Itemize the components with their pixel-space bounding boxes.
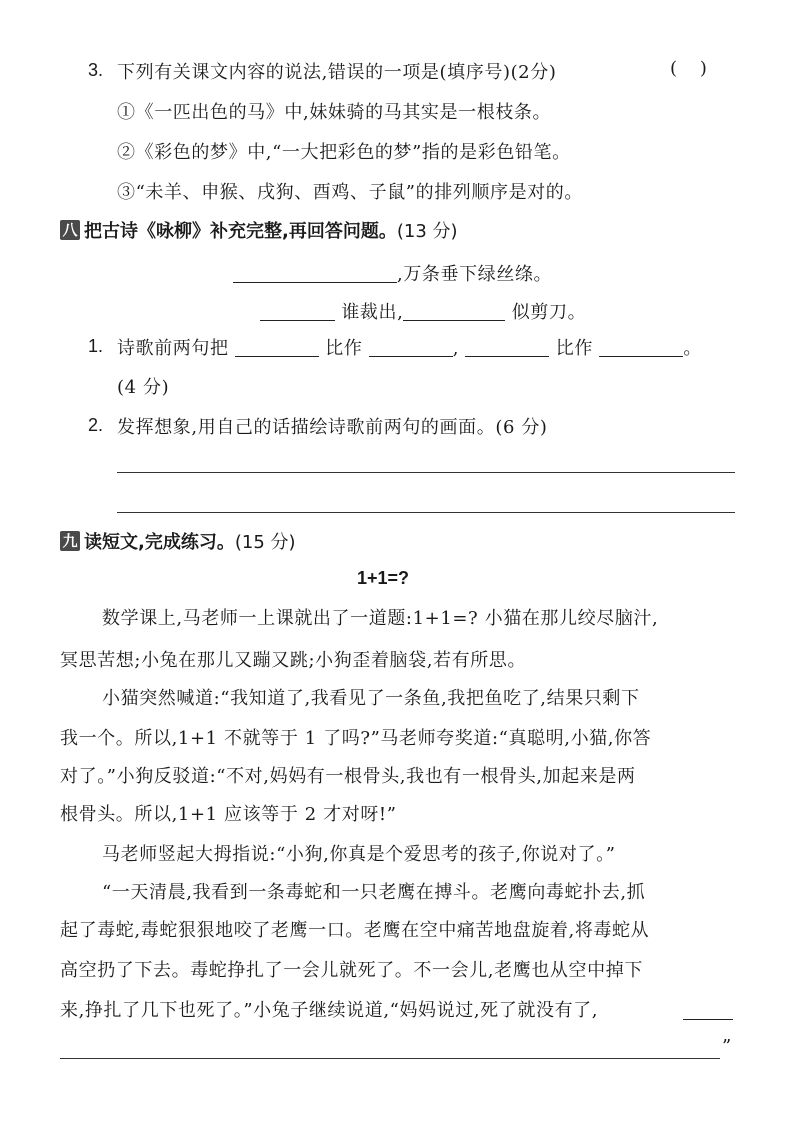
s8-q1-line bbox=[117, 334, 702, 360]
s8-q1-text-b: 比作 bbox=[325, 338, 363, 359]
s8-q1-text-d: 比作 bbox=[555, 338, 593, 359]
passage-line-9: 起了毒蛇,毒蛇狠狠地咬了老鹰一口。老鹰在空中痛苦地盘旋着,将毒蛇从 bbox=[60, 920, 650, 941]
q3-number: 3. bbox=[88, 60, 104, 80]
s8-q2-text: 发挥想象,用自己的话描绘诗歌前两句的画面。(6 分) bbox=[117, 417, 548, 438]
section-8-badge: 八 bbox=[60, 220, 80, 240]
passage-title: 1+1=? bbox=[357, 568, 410, 588]
s8-q1-text-e: 。 bbox=[683, 338, 702, 359]
s8-q2-number: 2. bbox=[88, 415, 104, 435]
s8-q1-text-c: , bbox=[452, 338, 460, 359]
section-9-badge: 九 bbox=[60, 531, 80, 551]
poem-line-1 bbox=[233, 260, 552, 286]
passage-line-5: 对了。”小狗反驳道:“不对,妈妈有一根骨头,我也有一根骨头,加起来是两 bbox=[60, 766, 636, 787]
s8-q1-number: 1. bbox=[88, 336, 104, 356]
s8-q1-score: (4 分) bbox=[117, 377, 170, 398]
s8-q2-answer-line-2[interactable] bbox=[117, 512, 735, 513]
passage-line-4: 我一个。所以,1+1 不就等于 1 了吗?”马老师夸奖道:“真聪明,小猫,你答 bbox=[60, 728, 652, 749]
poem-blank-3[interactable] bbox=[403, 319, 505, 321]
passage-closing-quote: ” bbox=[722, 1036, 732, 1057]
section-9-heading-row bbox=[60, 528, 296, 554]
s8-q1-text-a: 诗歌前两句把 bbox=[117, 338, 229, 359]
passage-answer-line[interactable] bbox=[60, 1058, 720, 1059]
s8-q1-blank-1[interactable] bbox=[235, 355, 319, 357]
q3-option-3: ③“未羊、申猴、戌狗、酉鸡、子鼠”的排列顺序是对的。 bbox=[117, 182, 584, 203]
q3-stem: 下列有关课文内容的说法,错误的一项是(填序号)(2分) bbox=[117, 62, 557, 83]
s8-q2-answer-line-1[interactable] bbox=[117, 472, 735, 473]
poem-blank-2[interactable] bbox=[260, 319, 335, 321]
passage-line-10: 高空扔了下去。毒蛇挣扎了一会儿就死了。不一会儿,老鹰也从空中掉下 bbox=[60, 960, 643, 981]
s8-q1-blank-4[interactable] bbox=[599, 355, 683, 357]
passage-line-1: 数学课上,马老师一上课就出了一道题:1+1=? 小猫在那儿绞尽脑汁, bbox=[102, 608, 659, 629]
poem-blank-1[interactable] bbox=[233, 281, 397, 283]
q3-answer-paren[interactable]: ( ) bbox=[670, 58, 707, 79]
section-9-score: (15 分) bbox=[234, 532, 296, 553]
passage-line-6: 根骨头。所以,1+1 应该等于 2 才对呀!” bbox=[60, 804, 397, 825]
poem-line-2-mid: 谁裁出, bbox=[341, 302, 404, 323]
poem-line-1-text: ,万条垂下绿丝绦。 bbox=[397, 264, 553, 285]
section-8-score: (13 分) bbox=[396, 221, 458, 242]
s8-q1-blank-2[interactable] bbox=[369, 355, 453, 357]
section-8-heading: 把古诗《咏柳》补充完整,再回答问题。 bbox=[84, 221, 397, 242]
s8-q1-blank-3[interactable] bbox=[465, 355, 549, 357]
passage-line-3: 小猫突然喊道:“我知道了,我看见了一条鱼,我把鱼吃了,结果只剩下 bbox=[102, 688, 640, 709]
q3-option-1: ①《一匹出色的马》中,妹妹骑的马其实是一根枝条。 bbox=[117, 102, 552, 123]
passage-line-11: 来,挣扎了几下也死了。”小兔子继续说道,“妈妈说过,死了就没有了, bbox=[60, 1000, 599, 1021]
q3-option-2: ②《彩色的梦》中,“一大把彩色的梦”指的是彩色铅笔。 bbox=[117, 142, 571, 163]
poem-line-2-end: 似剪刀。 bbox=[511, 302, 587, 323]
poem-line-2 bbox=[260, 298, 586, 324]
passage-line-7: 马老师竖起大拇指说:“小狗,你真是个爱思考的孩子,你说对了。” bbox=[102, 844, 616, 865]
passage-line-2: 冥思苦想;小兔在那儿又蹦又跳;小狗歪着脑袋,若有所思。 bbox=[60, 650, 527, 671]
passage-line-8: “一天清晨,我看到一条毒蛇和一只老鹰在搏斗。老鹰向毒蛇扑去,抓 bbox=[102, 882, 646, 903]
passage-answer-blank-end[interactable] bbox=[683, 1019, 733, 1020]
section-9-heading: 读短文,完成练习。 bbox=[84, 532, 235, 553]
section-8-heading-row bbox=[60, 217, 458, 243]
